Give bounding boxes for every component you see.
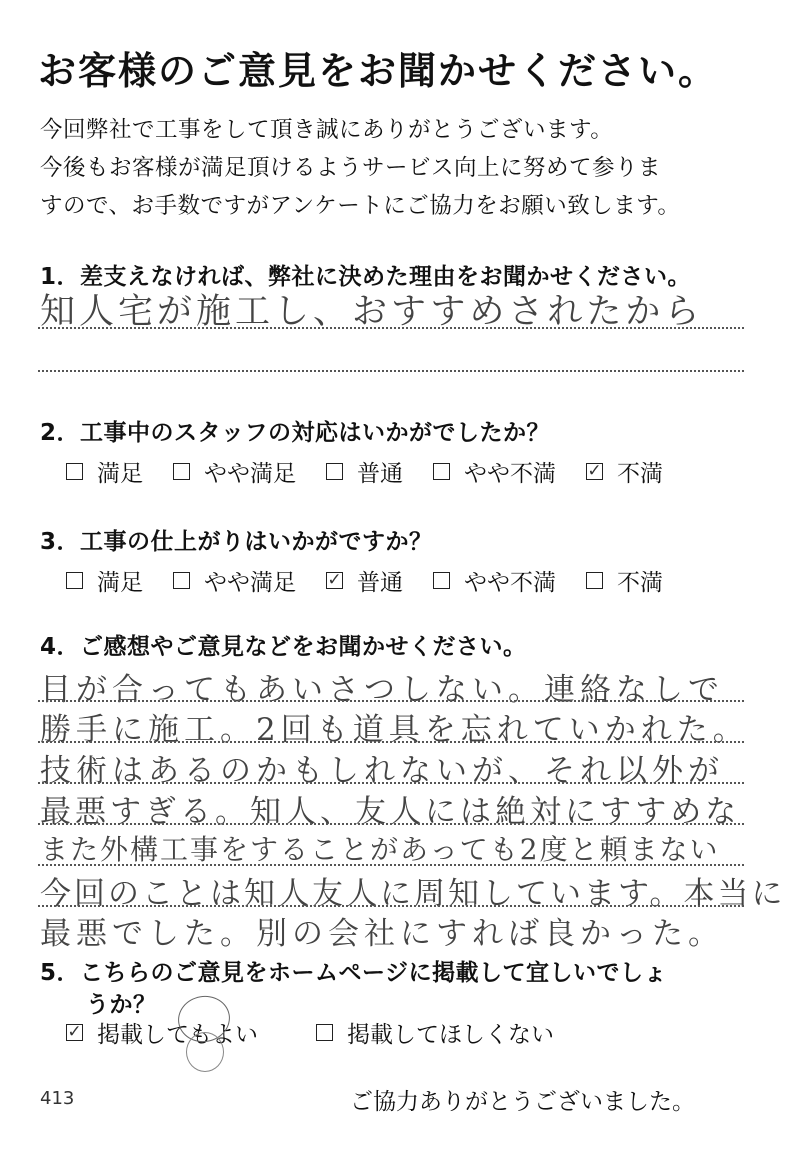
option-label: 掲載してほしくない <box>347 1022 554 1048</box>
option-publish-no[interactable] <box>316 1016 554 1049</box>
question-3-label: 3．工事の仕上がりはいかがですか？ <box>40 529 433 555</box>
question-4-answer-line[interactable]: 技術はあるのかもしれないが、それ以外が <box>40 753 724 789</box>
question-5-label: 5．こちらのご意見をホームページに掲載して宜しいでしょ <box>40 960 668 986</box>
option-label: 普通 <box>357 570 403 596</box>
option-satisfied[interactable] <box>66 564 143 597</box>
question-4-answer-line[interactable]: 最悪でした。別の会社にすれば良かった。 <box>40 916 724 952</box>
checkbox[interactable] <box>66 463 83 480</box>
option-label: やや満足 <box>204 461 296 487</box>
option-dissatisfied[interactable] <box>586 564 663 597</box>
intro-line-3: すので、お手数ですがアンケートにご協力をお願い致します。 <box>40 193 681 219</box>
checkbox-checked[interactable]: ✓ <box>67 1022 82 1042</box>
answer-line <box>38 700 744 702</box>
checkbox[interactable] <box>326 463 343 480</box>
answer-line <box>38 370 744 372</box>
question-4-answer-line[interactable]: 勝手に施工。2回も道具を忘れていかれた。 <box>40 712 749 748</box>
checkbox-checked[interactable]: ✓ <box>327 570 342 590</box>
survey-title: お客様のご意見をお聞かせください。 <box>38 49 719 93</box>
option-label: 普通 <box>357 461 403 487</box>
checkbox[interactable] <box>66 572 83 589</box>
intro-line-2: 今後もお客様が満足頂けるようサービス向上に努めて参りま <box>40 155 662 181</box>
question-2-label: 2．工事中のスタッフの対応はいかがでしたか？ <box>40 420 551 446</box>
option-label: 満足 <box>97 461 143 487</box>
question-4-answer-line[interactable]: 今回のことは知人友人に周知しています。本当に <box>40 876 786 912</box>
answer-line <box>38 741 744 743</box>
checkbox[interactable] <box>433 463 450 480</box>
intro-line-1: 今回弊社で工事をして頂き誠にありがとうございます。 <box>40 117 614 143</box>
question-3-options <box>66 564 663 597</box>
question-4-answer-line[interactable]: 目が合ってもあいさつしない。連絡なしで <box>40 672 724 708</box>
answer-line <box>38 327 744 329</box>
question-4-answer-line[interactable]: 最悪すぎる。知人、友人には絶対にすすめな <box>40 794 741 830</box>
question-1-label: 1．差支えなければ、弊社に決めた理由をお聞かせください。 <box>40 264 692 290</box>
option-label: 満足 <box>97 570 143 596</box>
answer-line <box>38 905 744 907</box>
option-label: 不満 <box>617 461 663 487</box>
question-1-answer[interactable]: 知人宅が施工し、おすすめされたから <box>40 292 704 332</box>
option-average[interactable] <box>326 564 403 597</box>
question-2-options <box>66 455 663 488</box>
checkbox-checked[interactable]: ✓ <box>587 461 602 481</box>
checkbox[interactable] <box>316 1024 333 1041</box>
hand-drawn-circle <box>186 1032 224 1072</box>
checkbox[interactable] <box>173 572 190 589</box>
option-average[interactable] <box>326 455 403 488</box>
question-4-answer-line[interactable]: また外構工事をすることがあっても2度と頼まない <box>40 833 720 866</box>
option-somewhat-satisfied[interactable] <box>173 455 296 488</box>
checkbox[interactable] <box>586 572 603 589</box>
option-somewhat-dissatisfied[interactable] <box>433 455 556 488</box>
checkbox[interactable] <box>433 572 450 589</box>
answer-line <box>38 782 744 784</box>
question-5-label-cont: うか？ <box>86 992 157 1018</box>
answer-line <box>38 864 744 866</box>
option-label: やや不満 <box>464 570 556 596</box>
option-label: 掲載してもよい <box>97 1022 258 1048</box>
page-number: 413 <box>40 1088 75 1109</box>
option-dissatisfied[interactable] <box>586 455 663 488</box>
option-label: やや不満 <box>464 461 556 487</box>
question-5-options <box>66 1016 554 1049</box>
option-somewhat-satisfied[interactable] <box>173 564 296 597</box>
thanks-message: ご協力ありがとうございました。 <box>350 1089 695 1115</box>
option-satisfied[interactable] <box>66 455 143 488</box>
answer-line <box>38 823 744 825</box>
question-4-label: 4．ご感想やご意見などをお聞かせください。 <box>40 634 527 660</box>
option-somewhat-dissatisfied[interactable] <box>433 564 556 597</box>
checkbox[interactable] <box>173 463 190 480</box>
option-label: 不満 <box>617 570 663 596</box>
option-label: やや満足 <box>204 570 296 596</box>
